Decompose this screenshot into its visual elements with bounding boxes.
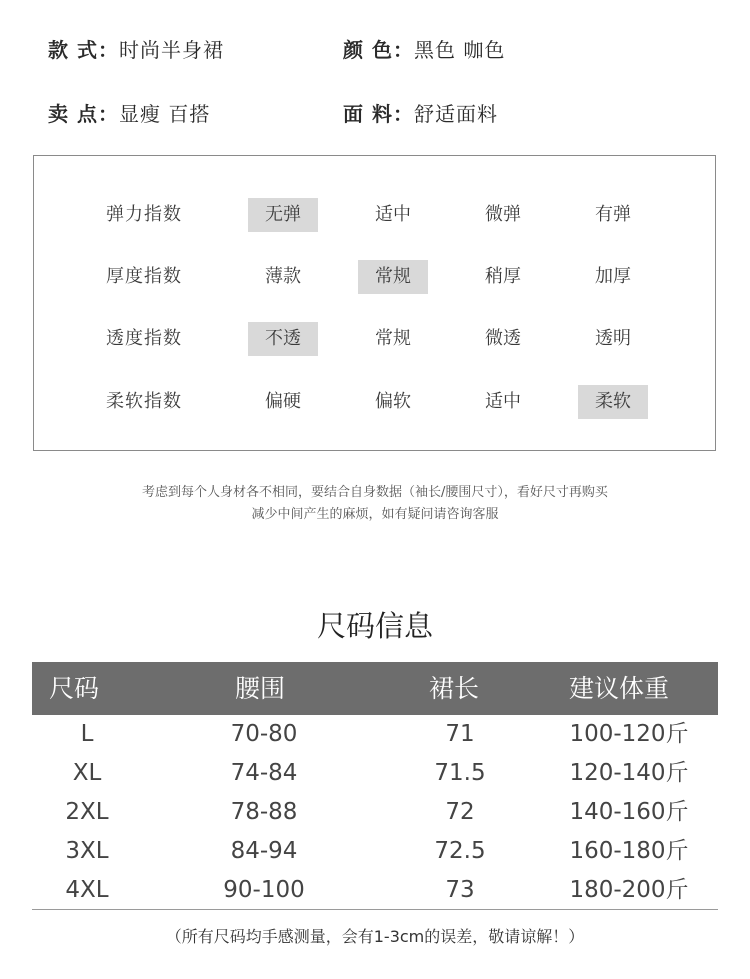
cell-length: 71.5 bbox=[434, 760, 486, 786]
index-label: 透度指数 bbox=[106, 328, 182, 349]
cell-weight: 120-140斤 bbox=[569, 760, 689, 786]
cell-weight: 180-200斤 bbox=[569, 877, 689, 903]
product-fabric-value: 舒适面料 bbox=[413, 102, 498, 126]
index-option: 偏硬 bbox=[265, 391, 301, 412]
product-fabric-key: 面 料： bbox=[343, 102, 414, 126]
size-info-title: 尺码信息 bbox=[316, 609, 433, 643]
product-point-value: 显瘦 百搭 bbox=[118, 102, 211, 126]
note-line-2: 减少中间产生的麻烦，如有疑问请咨询客服 bbox=[251, 507, 499, 522]
cell-weight: 100-120斤 bbox=[569, 721, 689, 747]
cell-length: 73 bbox=[445, 877, 475, 903]
table-row bbox=[32, 793, 718, 832]
index-option-selected: 不透 bbox=[248, 322, 318, 356]
cell-waist: 70-80 bbox=[230, 721, 298, 747]
index-option-selected: 常规 bbox=[358, 260, 428, 294]
index-option: 偏软 bbox=[375, 391, 411, 412]
index-option: 稍厚 bbox=[485, 266, 521, 287]
cell-size: 4XL bbox=[65, 877, 109, 903]
index-option: 透明 bbox=[595, 328, 631, 349]
cell-waist: 84-94 bbox=[230, 838, 298, 864]
index-box bbox=[33, 155, 716, 451]
index-row-softness bbox=[34, 384, 715, 420]
table-row bbox=[32, 871, 718, 910]
index-option: 微弹 bbox=[485, 204, 521, 225]
index-option-selected: 无弹 bbox=[248, 198, 318, 232]
cell-length: 71 bbox=[445, 721, 475, 747]
product-style-value: 时尚半身裙 bbox=[118, 38, 224, 62]
product-selling-point bbox=[48, 98, 210, 127]
cell-size: XL bbox=[72, 760, 102, 786]
product-color-key: 颜 色： bbox=[343, 38, 414, 62]
footnote: （所有尺码均手感测量，会有1-3cm的误差，敬请谅解！） bbox=[165, 927, 585, 946]
product-fabric bbox=[343, 98, 498, 127]
product-point-key: 卖 点： bbox=[48, 102, 119, 126]
size-table bbox=[32, 662, 718, 910]
table-divider bbox=[32, 909, 718, 910]
cell-waist: 78-88 bbox=[230, 799, 298, 825]
index-option: 微透 bbox=[485, 328, 521, 349]
cell-waist: 74-84 bbox=[230, 760, 298, 786]
cell-size: 3XL bbox=[65, 838, 109, 864]
size-table-header bbox=[32, 662, 718, 715]
product-color bbox=[343, 34, 505, 63]
index-option: 薄款 bbox=[265, 266, 301, 287]
index-option: 适中 bbox=[485, 391, 521, 412]
index-label: 柔软指数 bbox=[106, 391, 182, 412]
index-row-transparency bbox=[34, 321, 715, 357]
index-option: 适中 bbox=[375, 204, 411, 225]
note-line-1: 考虑到每个人身材各不相同，要结合自身数据（袖长/腰围尺寸），看好尺寸再购买 bbox=[142, 485, 608, 500]
index-row-thickness bbox=[34, 259, 715, 295]
table-row bbox=[32, 715, 718, 754]
header-weight: 建议体重 bbox=[569, 674, 670, 703]
cell-size: L bbox=[80, 721, 94, 747]
cell-length: 72 bbox=[445, 799, 475, 825]
index-option: 常规 bbox=[375, 328, 411, 349]
product-style bbox=[48, 34, 224, 63]
header-size: 尺码 bbox=[49, 674, 100, 703]
cell-waist: 90-100 bbox=[223, 877, 305, 903]
index-option-selected: 柔软 bbox=[578, 385, 648, 419]
index-label: 弹力指数 bbox=[106, 204, 182, 225]
table-row bbox=[32, 832, 718, 871]
cell-length: 72.5 bbox=[434, 838, 486, 864]
cell-weight: 160-180斤 bbox=[569, 838, 689, 864]
product-color-value: 黑色 咖色 bbox=[413, 38, 506, 62]
product-style-key: 款 式： bbox=[48, 38, 119, 62]
header-waist: 腰围 bbox=[235, 674, 286, 703]
index-label: 厚度指数 bbox=[106, 266, 182, 287]
cell-size: 2XL bbox=[65, 799, 109, 825]
table-row bbox=[32, 754, 718, 793]
cell-weight: 140-160斤 bbox=[569, 799, 689, 825]
index-option: 有弹 bbox=[595, 204, 631, 225]
header-length: 裙长 bbox=[429, 674, 480, 703]
index-option: 加厚 bbox=[595, 266, 631, 287]
index-row-elasticity bbox=[34, 197, 715, 233]
